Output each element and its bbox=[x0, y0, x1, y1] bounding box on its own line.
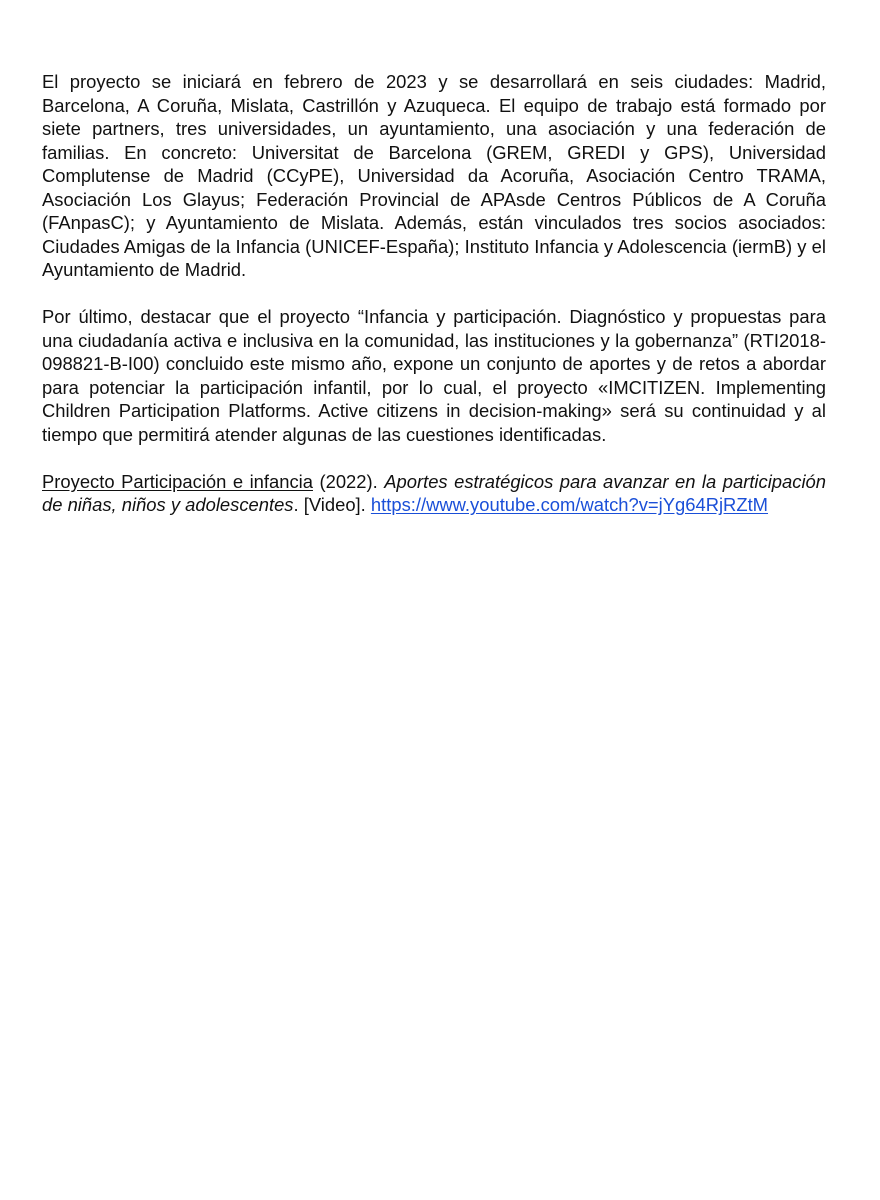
reference-suffix: . [Video]. bbox=[293, 494, 366, 515]
paragraph-project-continuity: Por último, destacar que el proyecto “Infancia y participación. Diagnóstico y propuestas para una ciudadanía activa e inclusiva en la comunidad, las instituciones y la gobernanza” (RTI2018-098821-B-I00) concluido este mismo año, expone un conjunto de aportes y de retos a abordar para potenciar la participación infantil, por lo cual, el proyecto «IMCITIZEN. Implementing Children Participation Platforms. Active citizens in decision-making» será su continuidad y al tiempo que permitirá atender algunas de las cuestiones identificadas. bbox=[42, 306, 826, 445]
document-body bbox=[42, 70, 826, 517]
reference-author: Proyecto Participación e infancia bbox=[42, 470, 313, 492]
paragraph-project-overview: El proyecto se iniciará en febrero de 2023 y se desarrollará en seis ciudades: Madrid, Barcelona, A Coruña, Mislata, Castrillón y Azuqueca. El equipo de trabajo está formado por siete partners, tres universidades, un ayuntamiento, una asociación y una federación de familias. En concreto: Universitat de Barcelona (GREM, GREDI y GPS), Universidad Complutense de Madrid (CCyPE), Universidad da Acoruña, Asociación Centro TRAMA, Asociación Los Glayus; Federación Provincial de APAsde Centros Públicos de A Coruña (FAnpasC); y Ayuntamiento de Mislata. Además, están vinculados tres socios asociados: Ciudades Amigas de la Infancia (UNICEF-España); Instituto Infancia y Adolescencia (iermB) y el Ayuntamiento de Madrid. bbox=[42, 71, 826, 280]
reference-citation bbox=[42, 470, 826, 517]
reference-year: (2022). bbox=[312, 470, 385, 492]
reference-video-link[interactable]: https://www.youtube.com/watch?v=jYg64RjRZtM bbox=[370, 494, 769, 515]
reference-title: Aportes estratégicos para avanzar en la participación de niñas, niños y adolescentes bbox=[42, 470, 826, 515]
